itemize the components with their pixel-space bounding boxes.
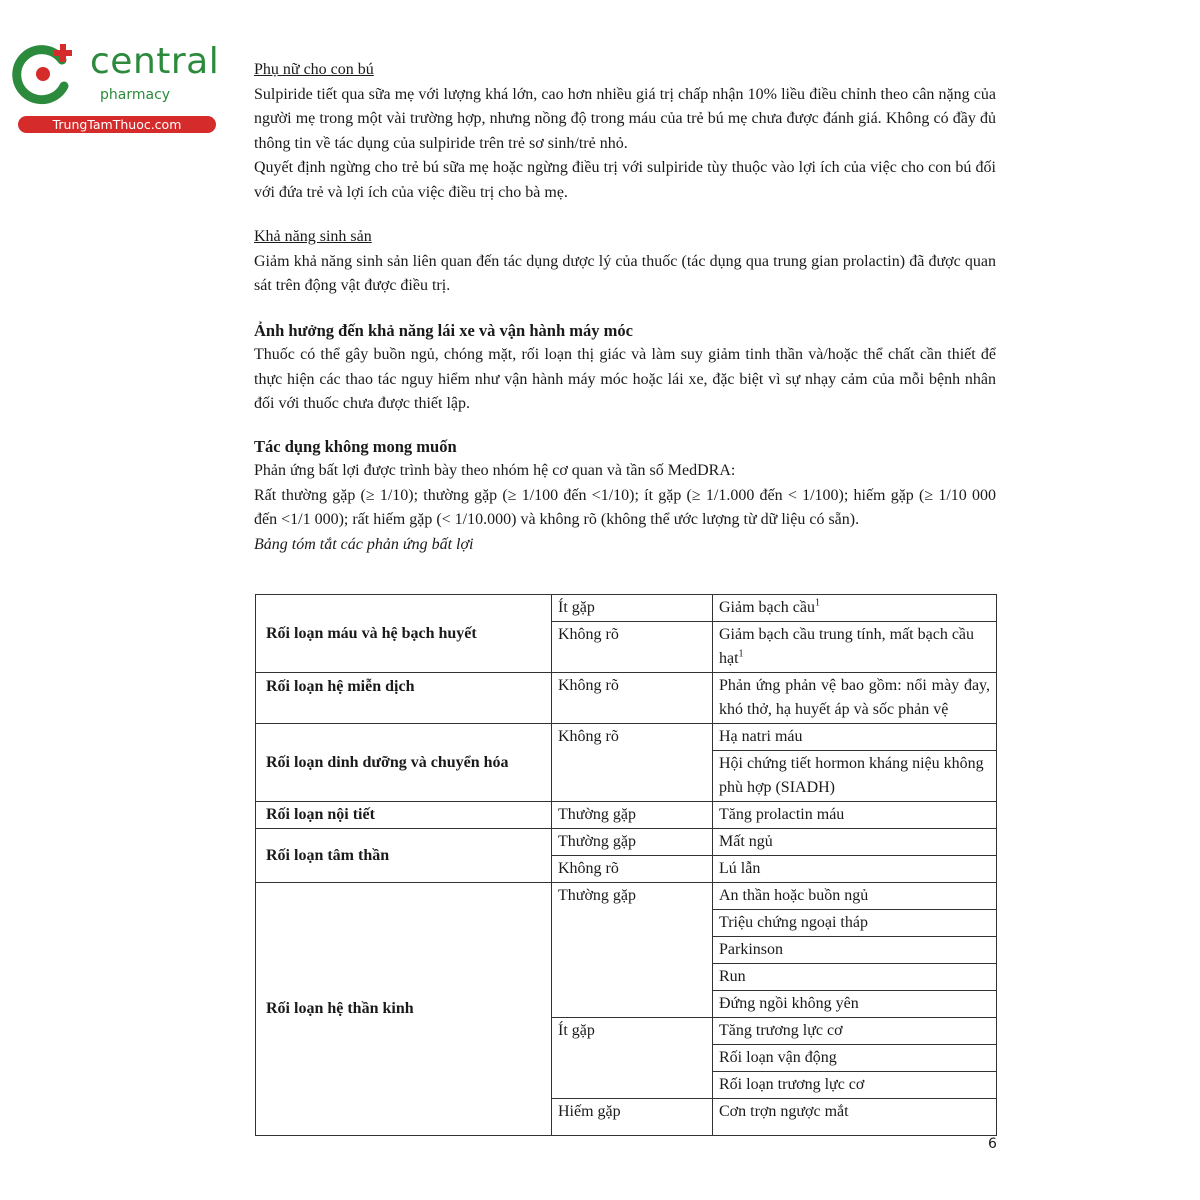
frequency-cell: Ít gặp: [552, 595, 713, 622]
effect-cell: Rối loạn vận động: [713, 1045, 997, 1072]
frequency-cell: Không rõ: [552, 856, 713, 883]
frequency-cell: Thường gặp: [552, 802, 713, 829]
adverse-reactions-table: [255, 594, 997, 1136]
effect-cell: Triệu chứng ngoại tháp: [713, 910, 997, 937]
effect-cell: [713, 622, 997, 673]
table-row: [256, 883, 997, 910]
system-organ-class-cell: Rối loạn dinh dưỡng và chuyển hóa: [256, 724, 552, 802]
table-row: [256, 802, 997, 829]
table-row: [256, 829, 997, 856]
footnote-marker: 1: [738, 648, 744, 660]
table-row: [256, 673, 997, 724]
effect-cell: Phản ứng phản vệ bao gồm: nổi mày đay, khó thở, hạ huyết áp và sốc phản vệ: [713, 673, 997, 724]
table-row: [256, 595, 997, 622]
section-title-breastfeeding: Phụ nữ cho con bú: [254, 61, 374, 78]
logo-site-banner: TrungTamThuoc.com: [18, 116, 216, 133]
section-title-fertility: Khả năng sinh sản: [254, 228, 372, 245]
paragraph-driving-1: Thuốc có thể gây buồn ngủ, chóng mặt, rối loạn thị giác và làm suy giảm tinh thần và/hoặc thể chất cần thiết để thực hiện các thao tác nguy hiểm như vận hành máy móc hoặc lái xe, đặc biệt vì sự nhạy cảm của mỗi bệnh nhân đối với thuốc chưa được thiết lập.: [254, 346, 996, 412]
frequency-cell: Hiếm gặp: [552, 1099, 713, 1136]
paragraph-breastfeeding-2: Quyết định ngừng cho trẻ bú sữa mẹ hoặc ngừng điều trị với sulpiride tùy thuộc vào lợi ích của việc cho con bú đối với đứa trẻ và lợi ích của việc điều trị cho bà mẹ.: [254, 159, 996, 201]
system-organ-class-cell: Rối loạn nội tiết: [256, 802, 552, 829]
effect-cell: Tăng trương lực cơ: [713, 1018, 997, 1045]
effect-cell: Đứng ngồi không yên: [713, 991, 997, 1018]
document-body: [254, 58, 996, 557]
frequency-cell: Không rõ: [552, 724, 713, 802]
effect-text: Giảm bạch cầu: [719, 599, 815, 616]
frequency-cell: Thường gặp: [552, 829, 713, 856]
paragraph-adverse-2: Rất thường gặp (≥ 1/10); thường gặp (≥ 1/100 đến <1/10); ít gặp (≥ 1/1.000 đến < 1/100); hiếm gặp (≥ 1/10 000 đến <1/1 000); rất hiếm gặp (< 1/10.000) và không rõ (không thể ước lượng từ dữ liệu có sẵn).: [254, 486, 996, 528]
system-organ-class-cell: Rối loạn máu và hệ bạch huyết: [256, 595, 552, 673]
effect-cell: Mất ngủ: [713, 829, 997, 856]
paragraph-adverse-1: Phản ứng bất lợi được trình bày theo nhóm hệ cơ quan và tần số MedDRA:: [254, 462, 736, 479]
table-row: [256, 724, 997, 751]
system-organ-class-cell: Rối loạn tâm thần: [256, 829, 552, 883]
effect-cell: Lú lẫn: [713, 856, 997, 883]
page-number: 6: [988, 1136, 997, 1152]
effect-cell: Hạ natri máu: [713, 724, 997, 751]
effect-cell: Cơn trợn ngược mắt: [713, 1099, 997, 1136]
logo-subtitle: pharmacy: [100, 87, 171, 103]
effect-cell: Tăng prolactin máu: [713, 802, 997, 829]
system-organ-class-cell: Rối loạn hệ miễn dịch: [256, 673, 552, 724]
section-title-adverse-effects: Tác dụng không mong muốn: [254, 436, 457, 456]
paragraph-fertility-1: Giảm khả năng sinh sản liên quan đến tác dụng dược lý của thuốc (tác dụng qua trung gian prolactin) đã được quan sát trên động vật được điều trị.: [254, 252, 996, 294]
effect-cell: An thần hoặc buồn ngủ: [713, 883, 997, 910]
effect-cell: Run: [713, 964, 997, 991]
effect-text: Giảm bạch cầu trung tính, mất bạch cầu hạt: [719, 626, 975, 667]
frequency-cell: Không rõ: [552, 673, 713, 724]
paragraph-breastfeeding-1: Sulpiride tiết qua sữa mẹ với lượng khá lớn, cao hơn nhiều giá trị chấp nhận 10% liều điều chỉnh theo cân nặng của người mẹ trong một vài trường hợp, nhưng nồng độ trong máu của trẻ bú mẹ chưa được đánh giá. Không có đầy đủ thông tin về tác dụng của sulpiride trên trẻ sơ sinh/trẻ nhỏ.: [254, 85, 996, 152]
central-pharmacy-logo-icon: [10, 38, 80, 108]
system-organ-class-cell: Rối loạn hệ thần kinh: [256, 883, 552, 1136]
effect-cell: Parkinson: [713, 937, 997, 964]
table-caption: Bảng tóm tắt các phản ứng bất lợi: [254, 535, 474, 553]
effect-cell: Hội chứng tiết hormon kháng niệu không phù hợp (SIADH): [713, 751, 997, 802]
frequency-cell: Thường gặp: [552, 883, 713, 1018]
pharmacy-logo: [10, 38, 220, 138]
footnote-marker: 1: [814, 597, 820, 609]
logo-wordmark: central: [90, 41, 220, 82]
frequency-cell: Không rõ: [552, 622, 713, 673]
frequency-cell: Ít gặp: [552, 1018, 713, 1099]
effect-cell: Rối loạn trương lực cơ: [713, 1072, 997, 1099]
effect-cell: [713, 595, 997, 622]
section-title-driving: Ảnh hưởng đến khả năng lái xe và vận hành máy móc: [254, 320, 633, 340]
